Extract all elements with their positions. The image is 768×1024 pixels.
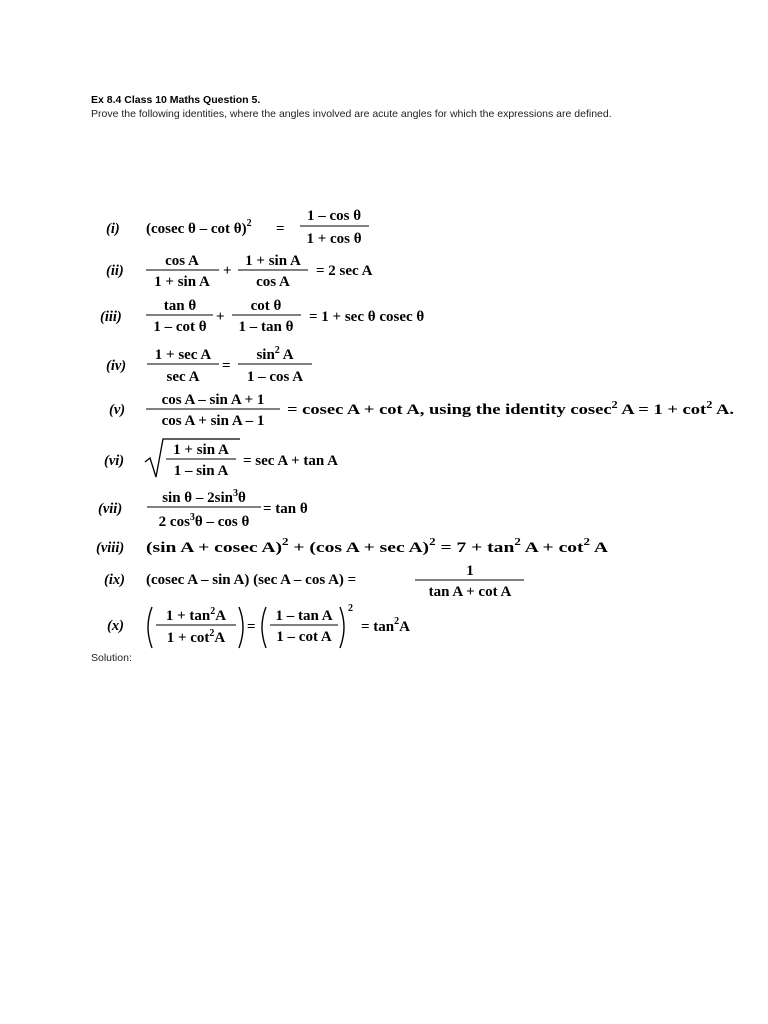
question-title: Ex 8.4 Class 10 Maths Question 5. [91, 94, 261, 106]
fraction-denominator: 1 – cot A [276, 629, 332, 645]
identity-rhs: = $\tan^2A$ [361, 616, 410, 635]
fraction-numerator: 1 – tan A [275, 608, 333, 624]
identity-v [109, 392, 734, 429]
identity-iv [106, 345, 312, 385]
plus-sign: + [216, 309, 225, 325]
left-parenthesis [148, 607, 152, 648]
identity-viii [96, 537, 608, 556]
identity-label: (vii) [98, 501, 123, 517]
identity-label: (iv) [106, 358, 127, 374]
fraction-numerator: 1 + sin A [245, 253, 301, 269]
identity-body: (sin A + cosec A) $^2$ + (cos A + sec A) $^2$ = 7 + tan $^2$ A + cot $^2$ A [146, 537, 604, 556]
identity-iii [100, 298, 424, 335]
equals-sign: = [247, 619, 256, 635]
fraction-denominator: 1 + cos θ [306, 231, 362, 247]
identity-label: (ix) [104, 572, 125, 588]
identity-vii [98, 488, 308, 530]
identity-ii [106, 253, 373, 290]
identity-label: (x) [107, 618, 124, 634]
identity-label: (viii) [96, 540, 125, 556]
fraction-numerator: 1 + sec A [154, 347, 212, 363]
fraction-denominator: 1 – sin A [173, 463, 229, 479]
fraction-denominator: 1 – tan θ [238, 319, 294, 335]
identity-label: (iii) [100, 309, 122, 325]
identity-label: (v) [109, 402, 126, 418]
fraction-numerator: $\sin^2 A$ [256, 345, 294, 363]
fraction-denominator: $1 + \cot^2A$ [166, 628, 226, 646]
left-parenthesis [262, 607, 266, 648]
identity-label: (i) [106, 221, 120, 237]
identity-lhs: (cosec A – sin A) (sec A – cos A) = [146, 572, 357, 588]
identity-rhs: = tan θ [263, 501, 308, 517]
exponent: 2 [348, 603, 353, 614]
fraction-denominator: 1 – cot θ [153, 319, 207, 335]
question-intro: Prove the following identities, where the angles involved are acute angles for which the expressions are defined. [91, 108, 612, 120]
fraction-numerator: 1 + sin A [173, 442, 229, 458]
identity-ix [104, 563, 524, 600]
fraction-numerator: 1 [466, 563, 474, 579]
identity-rhs: = 1 + sec θ cosec θ [309, 309, 425, 325]
right-parenthesis [340, 607, 344, 648]
identity-x [107, 603, 410, 648]
fraction-denominator: cos A [256, 274, 290, 290]
identity-label: (vi) [104, 453, 125, 469]
equals-sign: = [276, 221, 285, 237]
identity-rhs: = sec A + tan A [243, 453, 339, 469]
fraction-numerator: cot θ [250, 298, 282, 314]
right-parenthesis [239, 607, 243, 648]
fraction-numerator: cos A – sin A + 1 [161, 392, 265, 408]
fraction-denominator: 1 – cos A [246, 369, 304, 385]
identity-rhs: = 2 sec A [316, 263, 373, 279]
fraction-numerator: sin θ – $2\sin^3\theta$ [162, 488, 246, 506]
fraction-numerator: tan θ [163, 298, 197, 314]
identity-lhs: (cosec θ – cot θ)$^2$ [146, 218, 252, 237]
fraction-numerator: cos A [165, 253, 199, 269]
fraction-denominator: sec A [166, 369, 200, 385]
identity-vi [104, 439, 338, 479]
solution-label: Solution: [91, 652, 132, 664]
identity-i [106, 208, 369, 247]
plus-sign: + [223, 263, 232, 279]
fraction-numerator: 1 – cos θ [306, 208, 362, 224]
fraction-denominator: cos A + sin A – 1 [161, 413, 265, 429]
equals-sign: = [222, 358, 231, 374]
fraction-denominator: 2 $\cos^3\theta$ – cos θ [158, 512, 250, 530]
fraction-denominator: 1 + sin A [154, 274, 210, 290]
identity-label: (ii) [106, 263, 124, 279]
fraction-numerator: $1 + \tan^2A$ [165, 606, 227, 624]
fraction-denominator: tan A + cot A [428, 584, 512, 600]
identity-rhs: = cosec A + cot A, using the identity cosec $^2$ A = 1 + cot $^2$ A. [287, 400, 730, 418]
